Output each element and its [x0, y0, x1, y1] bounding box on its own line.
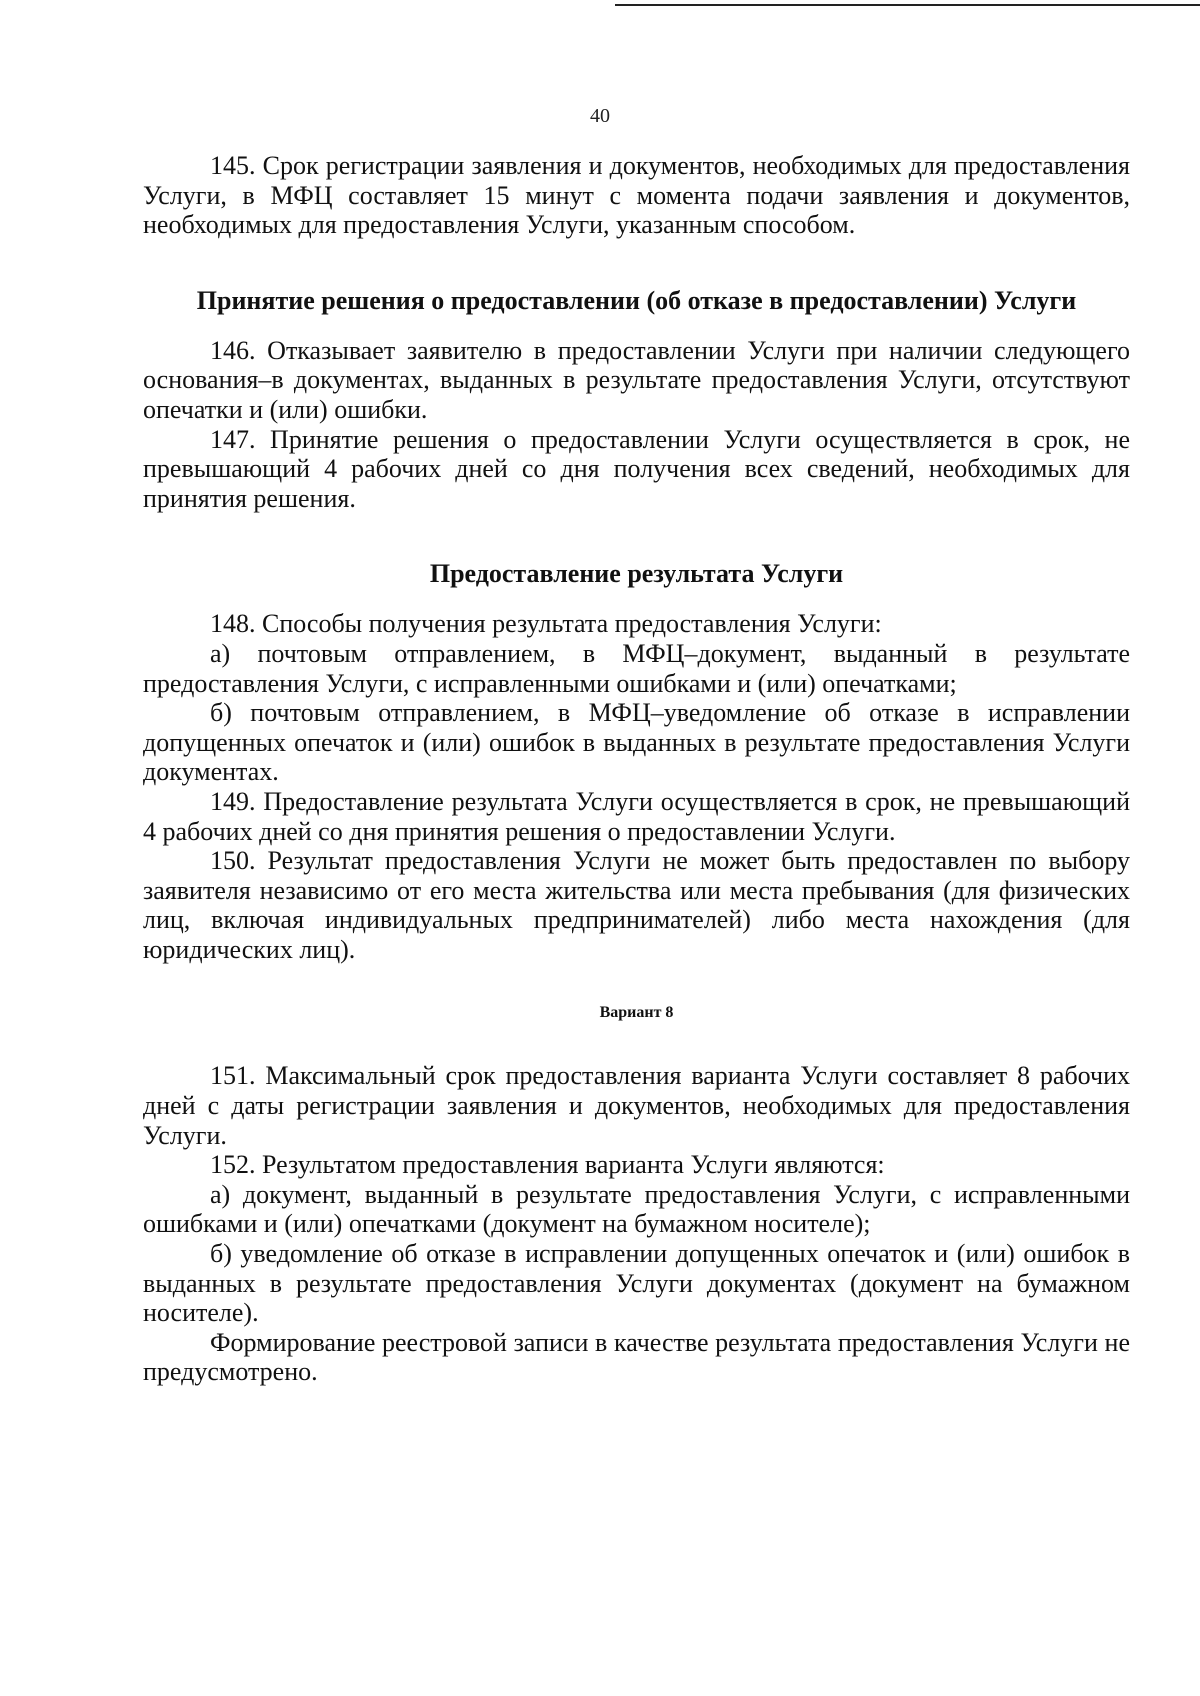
page-number: 40 — [590, 105, 610, 127]
paragraph-registry: Формирование реестровой записи в качестве результата предоставления Услуги не предусмотрено. — [143, 1327, 1130, 1387]
heading-variant-8: Вариант 8 — [599, 1004, 674, 1022]
document-body — [143, 151, 1130, 1387]
paragraph-152a: а) документ, выданный в результате предоставления Услуги, с исправленными ошибками и (или) опечатками (документ на бумажном носителе); — [143, 1179, 1130, 1239]
paragraph-149: 149. Предоставление результата Услуги осуществляется в срок, не превышающий 4 рабочих дней со дня принятия решения о предоставлении Услуги. — [143, 786, 1130, 846]
paragraph-151: 151. Максимальный срок предоставления варианта Услуги составляет 8 рабочих дней с даты регистрации заявления и документов, необходимых для предоставления Услуги. — [143, 1061, 1130, 1150]
paragraph-148: 148. Способы получения результата предоставления Услуги: — [210, 609, 882, 639]
paragraph-148a: а) почтовым отправлением, в МФЦ–документ, выданный в результате предоставления Услуги, с исправленными ошибками и (или) опечатками; — [143, 638, 1130, 698]
paragraph-146: 146. Отказывает заявителю в предоставлении Услуги при наличии следующего основания–в документах, выданных в результате предоставления Услуги, отсутствуют опечатки и (или) ошибки. — [143, 335, 1130, 424]
paragraph-148b: б) почтовым отправлением, в МФЦ–уведомление об отказе в исправлении допущенных опечаток и (или) ошибок в выданных в результате предоставления Услуги документах. — [143, 698, 1130, 787]
scan-edge-line — [615, 4, 1200, 6]
paragraph-150: 150. Результат предоставления Услуги не может быть предоставлен по выбору заявителя независимо от его места жительства или места пребывания (для физических лиц, включая индивидуальных предпринимателей) либо места нахождения (для юридических лиц). — [143, 846, 1130, 964]
heading-decision: Принятие решения о предоставлении (об отказе в предоставлении) Услуги — [196, 285, 1077, 315]
paragraph-152b: б) уведомление об отказе в исправлении допущенных опечаток и (или) ошибок в выданных в результате предоставления Услуги документах (документ на бумажном носителе). — [143, 1239, 1130, 1328]
paragraph-147: 147. Принятие решения о предоставлении Услуги осуществляется в срок, не превышающий 4 рабочих дней со дня получения всех сведений, необходимых для принятия решения. — [143, 424, 1130, 513]
paragraph-145: 145. Срок регистрации заявления и документов, необходимых для предоставления Услуги, в МФЦ составляет 15 минут с момента подачи заявления и документов, необходимых для предоставления Услуги, указанным способом. — [143, 151, 1130, 240]
heading-result: Предоставление результата Услуги — [429, 559, 844, 589]
paragraph-152: 152. Результатом предоставления варианта Услуги являются: — [210, 1150, 885, 1180]
